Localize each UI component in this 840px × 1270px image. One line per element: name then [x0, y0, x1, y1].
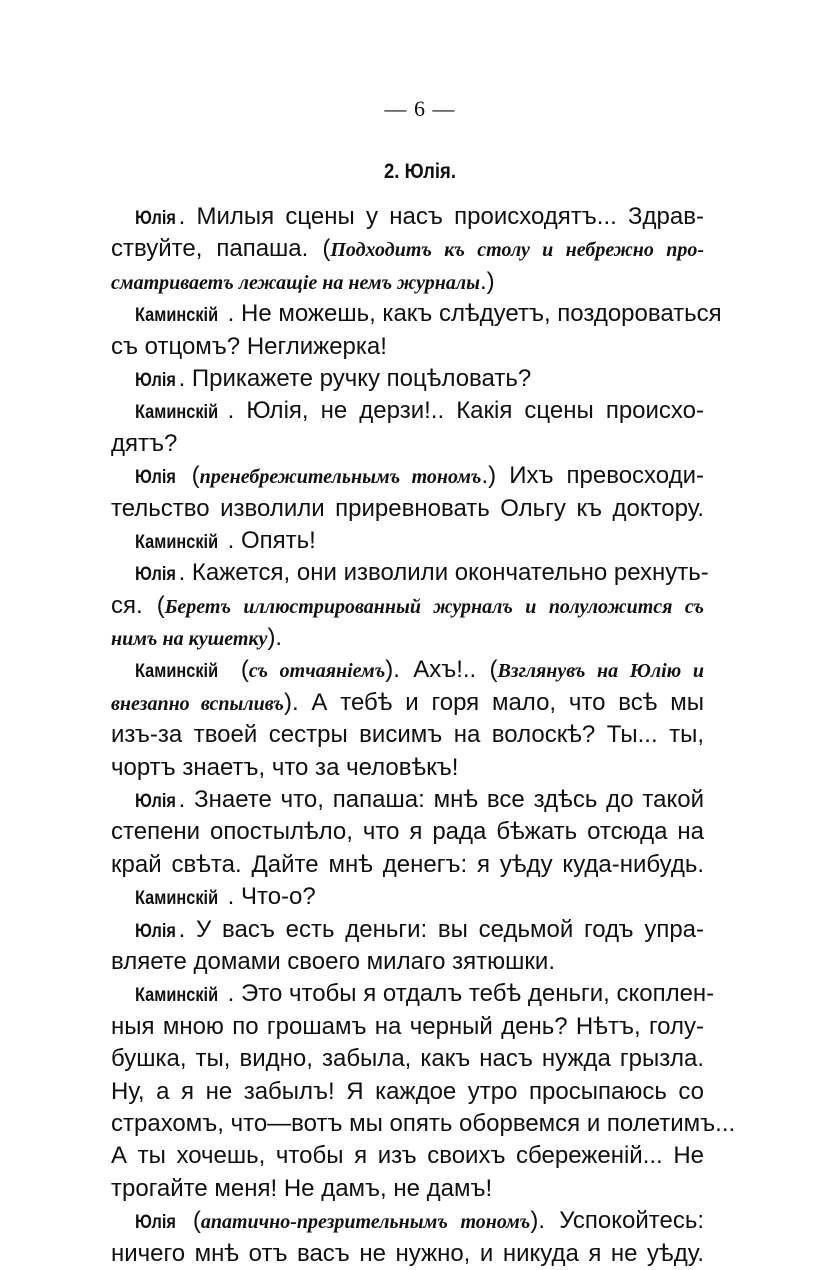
dialogue-text: край свѣта. Дайте мнѣ денегъ: я уѣду куда-нибудь.: [111, 850, 704, 878]
text-line: [111, 914, 704, 946]
text-line: [111, 1108, 736, 1140]
dialogue-text: вляете домами своего милаго зятюшки.: [111, 947, 555, 975]
text-line: [111, 493, 704, 525]
speaker-name: Юлія: [135, 369, 176, 391]
text-line: [111, 1011, 704, 1043]
text-line: [111, 590, 704, 622]
text-line: [111, 849, 704, 881]
dialogue-text: . Милыя сцены у насъ происходятъ... Здрав-: [178, 203, 704, 230]
stage-direction: внезапно вспыливъ: [111, 692, 284, 715]
play-text: [111, 201, 736, 1270]
dialogue-text: (: [227, 656, 249, 684]
speaker-name: Каминскій: [135, 402, 219, 424]
speaker-name: Юлія: [135, 208, 176, 229]
dialogue-text: степени опостылѣло, что я рада бѣжать отсюда на: [111, 818, 704, 846]
dialogue-text: ныя мною по грошамъ на черный день? Нѣтъ, голу-: [111, 1012, 704, 1040]
dialogue-text: ). Ахъ!.. (: [385, 656, 498, 684]
text-line: [111, 525, 704, 557]
stage-direction: нимъ на кушетку: [111, 628, 268, 651]
dialogue-text: .) Ихъ превосходи-: [481, 462, 704, 490]
text-line: [111, 233, 704, 265]
dialogue-text: . Юлія, не дерзи!.. Какія сцены происхо-: [227, 397, 704, 425]
text-line: [111, 622, 704, 654]
dialogue-text: (: [178, 1207, 201, 1235]
text-line: [111, 946, 704, 978]
stage-direction: Взглянувъ на Юлію и: [497, 660, 704, 683]
page-number: — 6 —: [384, 96, 456, 121]
text-line: [111, 363, 704, 395]
dialogue-text: Ну, а я не забылъ! Я каждое утро просыпаюсь со: [111, 1077, 704, 1105]
text-line: [111, 1205, 704, 1237]
text-line: [111, 1076, 704, 1108]
dialogue-text: дятъ?: [111, 429, 178, 457]
dialogue-text: . Это чтобы я отдалъ тебѣ деньги, скоплен-: [227, 980, 715, 1008]
dialogue-text: ничего мнѣ отъ васъ не нужно, и никуда я не уѣду.: [111, 1239, 704, 1267]
speaker-name: Юлія: [135, 1212, 176, 1234]
text-line: [111, 719, 704, 751]
stage-direction: апатично-презрительнымъ тономъ: [200, 1211, 531, 1234]
text-line: [111, 1140, 704, 1172]
text-line: [111, 428, 704, 460]
dialogue-text: . У васъ есть деньги: вы седьмой годъ упра-: [178, 915, 704, 943]
speaker-name: Юлія: [135, 564, 176, 586]
dialogue-text: съ отцомъ? Неглижерка!: [111, 332, 387, 360]
text-line: [111, 201, 704, 233]
stage-direction: съ отчаяніемъ: [248, 660, 386, 683]
dialogue-text: (: [178, 462, 200, 490]
speaker-name: Юлія: [135, 920, 176, 942]
dialogue-text: . Знаете что, папаша: мнѣ все здѣсь до такой: [178, 786, 704, 814]
dialogue-text: изъ-за твоей сестры висимъ на волоскѣ? Ты... ты,: [111, 721, 704, 749]
dialogue-text: . Опять!: [227, 526, 316, 554]
text-line: [111, 1043, 704, 1075]
speaker-name: Каминскій: [135, 888, 219, 910]
text-line: [111, 395, 704, 427]
text-line: [111, 1173, 704, 1205]
text-line: [111, 654, 704, 686]
stage-direction: Подходитъ къ столу и небрежно про-: [330, 239, 704, 262]
stage-direction: пренебрежительнымъ тономъ: [199, 466, 482, 489]
stage-direction: сматриваетъ лежащіе на немъ журналы: [111, 271, 481, 294]
speaker-name: Каминскій: [135, 531, 219, 553]
dialogue-text: ся. (: [111, 591, 165, 619]
text-line: [111, 816, 704, 848]
dialogue-text: . Прикажете ручку поцѣловать?: [178, 364, 532, 392]
text-line: [111, 881, 704, 913]
text-line: [111, 460, 704, 492]
speaker-name: Каминскій: [135, 305, 219, 327]
dialogue-text: чортъ знаетъ, что за человѣкъ!: [111, 753, 459, 781]
dialogue-text: страхомъ, что—вотъ мы опять оборвемся и полетимъ...: [111, 1109, 736, 1137]
text-line: [111, 331, 704, 363]
text-line: [111, 752, 704, 784]
dialogue-text: . Кажется, они изволили окончательно рехнуть-: [178, 559, 709, 587]
text-line: [111, 298, 722, 330]
dialogue-text: бушка, ты, видно, забыла, какъ насъ нужда грызла.: [111, 1045, 704, 1073]
text-line: [111, 784, 704, 816]
dialogue-text: ). Успокойтесь:: [530, 1207, 704, 1235]
dialogue-text: .): [480, 267, 495, 295]
text-line: [111, 1238, 704, 1270]
dialogue-text: тельство изволили приревновать Ольгу къ доктору.: [111, 494, 704, 522]
speaker-name: Юлія: [135, 467, 176, 489]
text-line: [111, 687, 704, 719]
dialogue-text: трогайте меня! Не дамъ, не дамъ!: [111, 1174, 493, 1202]
dialogue-text: ствуйте, папаша. (: [111, 235, 331, 263]
speaker-name: Юлія: [135, 791, 176, 813]
dialogue-text: ).: [267, 624, 283, 652]
text-line: [111, 557, 709, 589]
speaker-name: Каминскій: [135, 661, 219, 683]
dialogue-text: . Не можешь, какъ слѣдуетъ, поздороваться: [227, 300, 722, 328]
scene-heading: 2. Юлія.: [384, 160, 456, 183]
dialogue-text: . Что-о?: [227, 883, 316, 911]
text-line: [111, 978, 715, 1010]
dialogue-text: А ты хочешь, чтобы я изъ своихъ сбереженій... Не: [111, 1142, 704, 1170]
speaker-name: Каминскій: [135, 985, 219, 1007]
text-line: [111, 266, 704, 298]
stage-direction: Беретъ иллюстрированный журналъ и полуложится съ: [164, 595, 704, 618]
dialogue-text: ). А тебѣ и горя мало, что всѣ мы: [283, 688, 705, 716]
